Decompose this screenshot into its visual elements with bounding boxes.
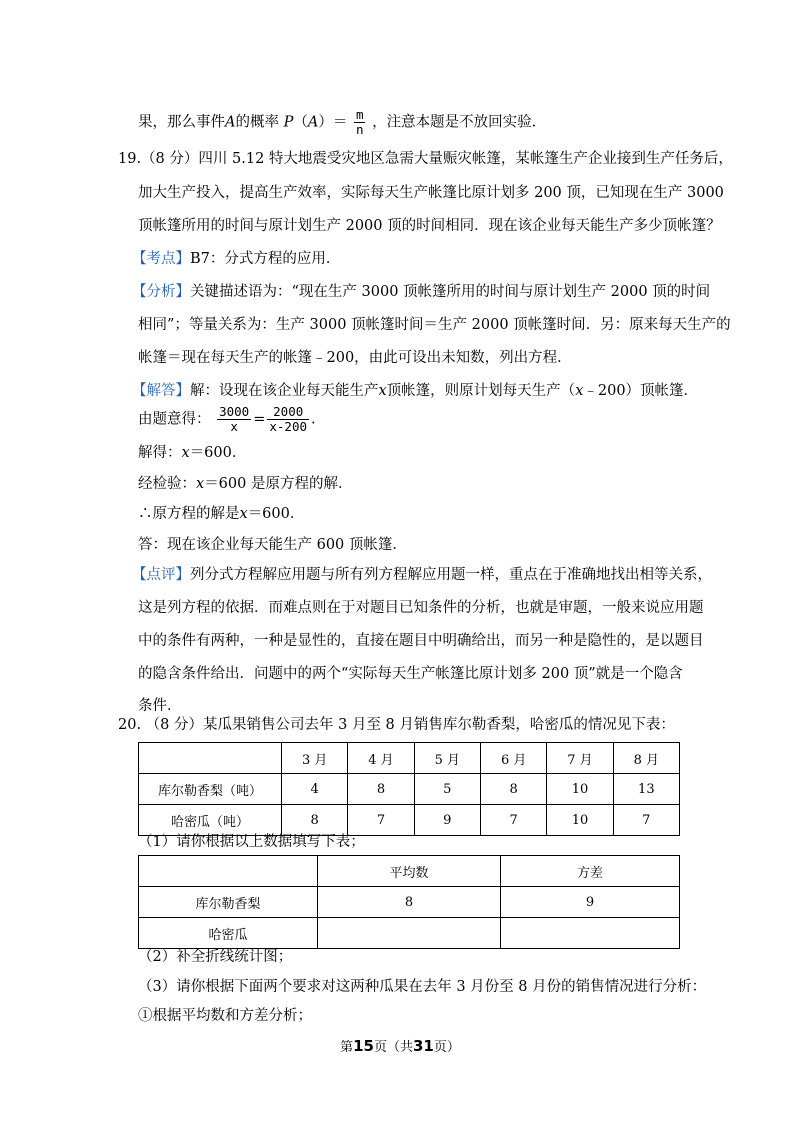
q19-equation: 由题意得： $\frac{3000}{x}$ = $\frac{2000}{x-200}$ . — [138, 404, 316, 434]
q19-fenxi-2: 相同”；等量关系为：生产 3000 顶帐篷时间＝生产 2000 顶帐篷时间．另：原来每天生产的 — [138, 317, 731, 333]
q19-dianping-2: 这是列方程的依据．而难点则在于对题目已知条件的分析，也就是审题，一般来说应用题 — [138, 600, 704, 616]
q19-dianping-3: 中的条件有两种，一种是显性的，直接在题目中明确给出，而另一种是隐性的，是以题目 — [138, 633, 704, 649]
table-row: 库尔勒香梨 8 9 — [139, 887, 680, 918]
q19-answer: 答：现在该企业每天能生产 600 顶帐篷． — [138, 537, 407, 553]
prev-answer-line: 果，那么事件A的概率 P（A）＝ $\frac{m}{n}$ ，注意本题是不放回实验. — [138, 107, 537, 137]
q19-solution-1: 解得：x＝600． — [138, 445, 247, 461]
probability-fraction: $\frac{m}{n}$ — [355, 107, 364, 137]
q20-sub-3: （3）请你根据下面两个要求对这两种瓜果在去年 3 月份至 8 月份的销售情况进行分析： — [138, 979, 707, 995]
page-total: 31 — [413, 1037, 434, 1055]
stats-table — [138, 855, 680, 949]
equation-fraction-right: $\frac{2000}{x-200}$ — [269, 404, 308, 434]
equation-fraction-left: $\frac{3000}{x}$ — [219, 404, 250, 434]
sales-table — [138, 742, 680, 836]
table-row: 哈密瓜（吨） 8 7 9 7 10 7 — [139, 805, 680, 836]
q20-stem: 20. （8 分）某瓜果销售公司去年 3 月至 8 月销售库尔勒香梨，哈密瓜的情况见下表： — [118, 717, 675, 733]
q19-solution-3: ∴原方程的解是x＝600． — [138, 506, 305, 522]
q19-line-1: 19.（8 分）四川 5.12 特大地震受灾地区急需大量赈灾帐篷，某帐篷生产企业接到生产任务后， — [118, 151, 733, 167]
table-row: 库尔勒香梨（吨） 4 8 5 8 10 13 — [139, 774, 680, 805]
q20-sub-2: （2）补全折线统计图； — [138, 949, 293, 965]
blank-answer-cell — [501, 918, 680, 949]
q19-fenxi-1: 【分析】关键描述语为：“现在生产 3000 顶帐篷所用的时间与原计划生产 2000 顶的时间 — [132, 284, 711, 300]
fenxi-tag: 【分析】 — [132, 284, 190, 300]
jieda-tag: 【解答】 — [132, 383, 190, 399]
q19-solution-2: 经检验：x＝600 是原方程的解． — [138, 476, 353, 492]
q20-sub-4: ①根据平均数和方差分析； — [138, 1008, 312, 1024]
q19-dianping-4: 的隐含条件给出．问题中的两个“实际每天生产帐篷比原计划多 200 顶”就是一个隐含 — [138, 666, 683, 682]
kaodian-tag: 【考点】 — [132, 251, 190, 267]
q19-line-2: 加大生产投入，提高生产效率，实际每天生产帐篷比原计划多 200 顶，已知现在生产 3000 — [138, 185, 724, 201]
table-header-row: 平均数 方差 — [139, 856, 680, 887]
page-footer: 第15页（共31页） — [340, 1037, 460, 1055]
q20-sub-1: （1）请你根据以上数据填写下表； — [138, 834, 365, 850]
q19-dianping-5: 条件． — [138, 698, 182, 714]
blank-answer-cell — [318, 918, 501, 949]
dianping-tag: 【点评】 — [132, 567, 190, 583]
page-number: 15 — [353, 1037, 374, 1055]
table-header-row: 3 月 4 月 5 月 6 月 7 月 8 月 — [139, 743, 680, 774]
q19-kaodian: 【考点】B7：分式方程的应用． — [132, 251, 341, 267]
q19-dianping-1: 【点评】列分式方程解应用题与所有列方程解应用题一样，重点在于准确地找出相等关系， — [132, 567, 712, 583]
q19-jieda: 【解答】解：设现在该企业每天能生产x顶帐篷，则原计划每天生产（x﹣200）顶帐篷． — [132, 383, 699, 399]
q19-line-3: 顶帐篷所用的时间与原计划生产 2000 顶的时间相同．现在该企业每天能生产多少顶帐篷？ — [138, 218, 721, 234]
q19-fenxi-3: 帐篷＝现在每天生产的帐篷﹣200，由此可设出未知数，列出方程． — [138, 350, 572, 366]
table-row: 哈密瓜 — [139, 918, 680, 949]
